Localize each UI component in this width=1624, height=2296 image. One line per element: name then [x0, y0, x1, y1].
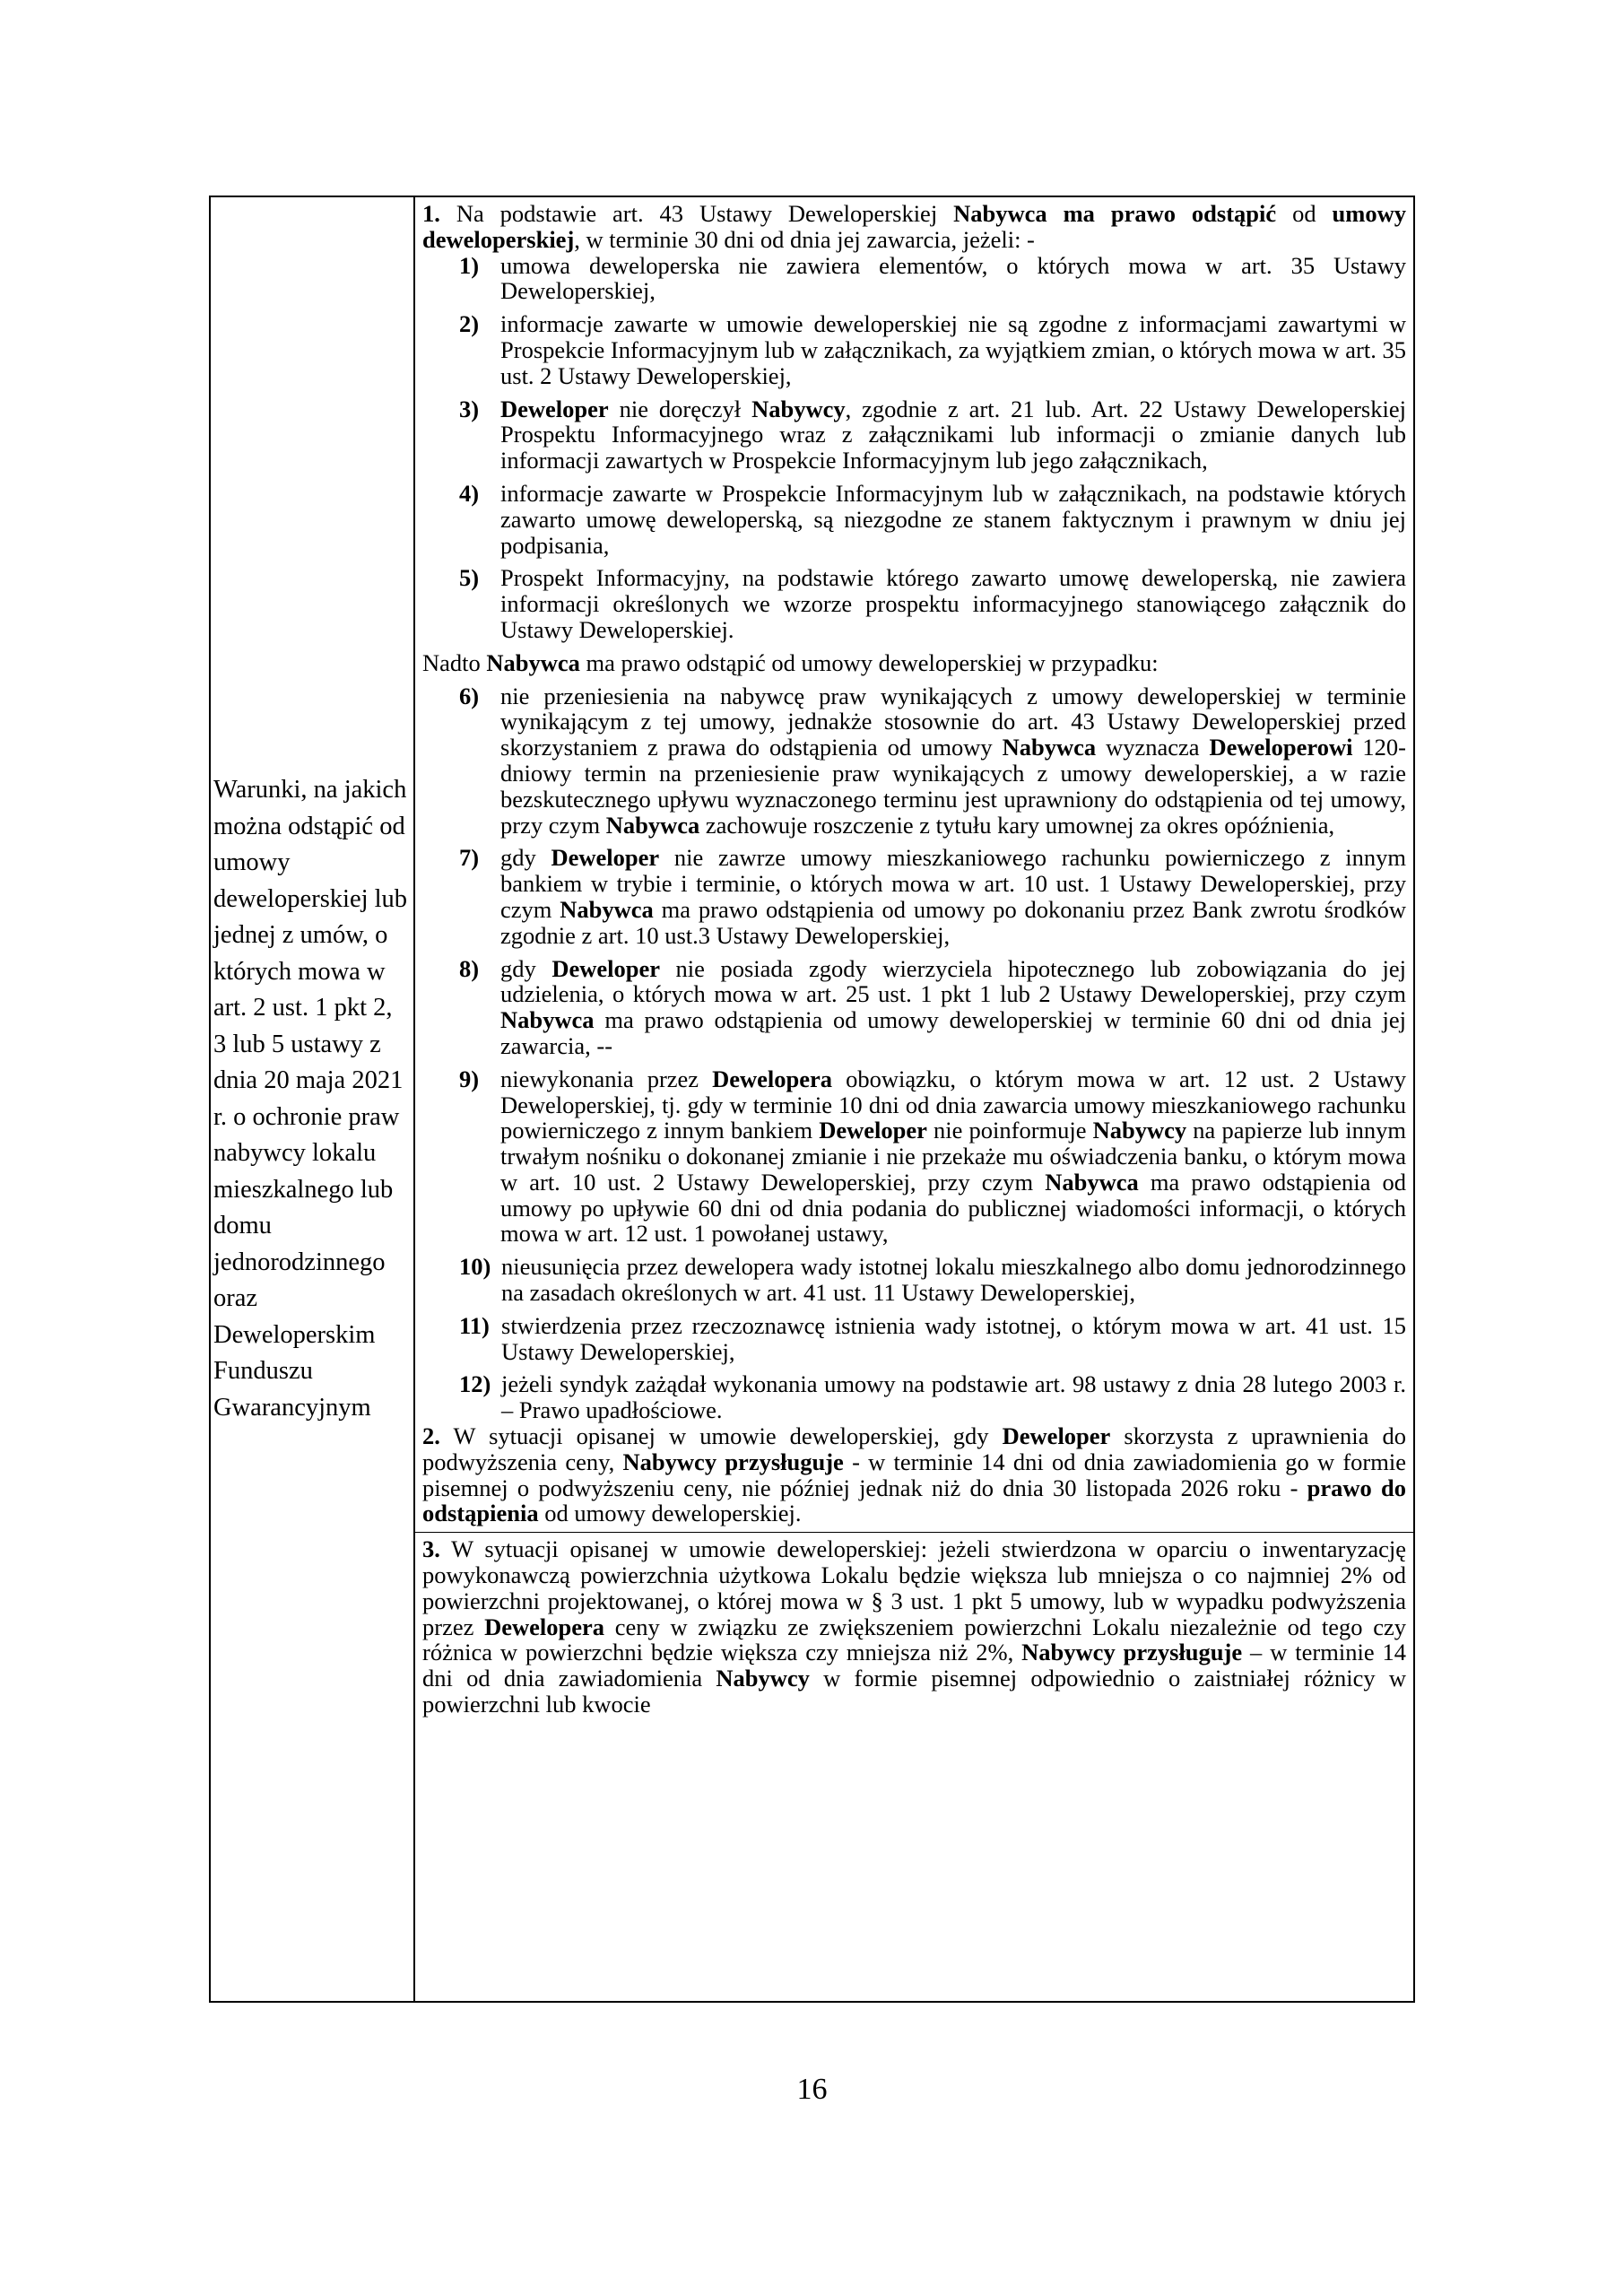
list-item: 10) nieusunięcia przez dewelopera wady istotnej lokalu mieszkalnego albo domu jednorodzinnego na zasadach określonych w art. 41 ust. 11 Ustawy Deweloperskiej,: [459, 1253, 1406, 1307]
list-item: 12) jeżeli syndyk zażądał wykonania umowy na podstawie art. 98 ustawy z dnia 28 lutego 2003 r. – Prawo upadłościowe.: [459, 1370, 1406, 1424]
list-item: 1) umowa deweloperska nie zawiera elementów, o których mowa w art. 35 Ustawy Deweloperskiej,: [459, 251, 1406, 305]
nadto-paragraph: Nadto Nabywca ma prawo odstąpić od umowy deweloperskiej w przypadku:: [422, 648, 1159, 676]
list-item: 7) gdy Deweloper nie zawrze umowy mieszkaniowego rachunku powierniczego z innym bankiem w trybie i terminie, o których mowa w art. 10 ust. 1 Ustawy Deweloperskiej, przy czym Nabywca ma prawo odstąpienia od umowy po dokonaniu przez Bank zwrotu środków zgodnie z art. 10 ust.3 Ustawy Deweloperskiej,: [459, 844, 1407, 949]
list-item: 8) gdy Deweloper nie posiada zgody wierzyciela hipotecznego lub zobowiązania do jej udzielenia, o których mowa w art. 25 ust. 1 pkt 1 lub 2 Ustawy Deweloperskiej, przy czym Nabywca ma prawo odstąpienia od umowy deweloperskiej w terminie 60 dni od dnia jej zawarcia, --: [459, 954, 1406, 1059]
list-item: 2) informacje zawarte w umowie deweloperskiej nie są zgodne z informacjami zawartymi w Prospekcie Informacyjnym lub w załącznikach, za wyjątkiem zmian, o których mowa w art. 35 ust. 2 Ustawy Deweloperskiej,: [459, 310, 1406, 389]
left-cell: [211, 197, 415, 2001]
list-item: 11) stwierdzenia przez rzeczoznawcę istnienia wady istotnej, o którym mowa w art. 41 ust. 15 Ustawy Deweloperskiej,: [459, 1311, 1406, 1365]
list-item: 9) niewykonania przez Dewelopera obowiązku, o którym mowa w art. 12 ust. 2 Ustawy Deweloperskiej, tj. gdy w terminie 10 dni od dnia zawarcia umowy mieszkaniowego rachunku powierniczego z innym bankiem Deweloper nie poinformuje Nabywcy na papierze lub innym trwałym nośniku o dokonanej zmianie i nie przekaże mu oświadczenia banku, o którym mowa w art. 10 ust. 2 Ustawy Deweloperskiej, przy czym Nabywca ma prawo odstąpienia od umowy po upływie 60 dni od dnia podania do publicznej wiadomości informacji, o których mowa w art. 12 ust. 1 powołanej ustawy,: [459, 1065, 1407, 1248]
list-c: [422, 1254, 1406, 1423]
list-a: [422, 253, 1406, 643]
list-item: 4) informacje zawarte w Prospekcie Informacyjnym lub w załącznikach, na podstawie których zawarto umowę deweloperską, są niezgodne ze stanem faktycznym i prawnym w dniu jej podpisania,: [459, 479, 1406, 559]
list-b: [422, 683, 1406, 1248]
list-item: 3) Deweloper nie doręczył Nabywcy, zgodnie z art. 21 lub. Art. 22 Ustawy Deweloperskiej Prospektu Informacyjnego wraz z załącznikami lub informacji o zmianie danych lub informacji zawartych w Prospekcie Informacyjnym lub jego załącznikach,: [459, 395, 1406, 474]
right-cell: [415, 197, 1413, 2001]
list-item: 6) nie przeniesienia na nabywcę praw wynikających z umowy deweloperskiej w terminie wynikającym z tej umowy, jednakże stosownie do art. 43 Ustawy Deweloperskiej przed skorzystaniem z prawa do odstąpienia od umowy Nabywca wyznacza Deweloperowi 120-dniowy termin na przeniesienie praw wynikających z umowy deweloperskiej, a w razie bezskutecznego upływu wyznaczonego terminu jest uprawniony do odstąpienia od tej umowy, przy czym Nabywca zachowuje roszczenie z tytułu kary umownej za okres opóźnienia,: [459, 682, 1406, 839]
section-3: 3. W sytuacji opisanej w umowie deweloperskiej: jeżeli stwierdzona w oparciu o inwentaryzację powykonawczą powierzchnia użytkowa Lokalu będzie większa lub mniejsza o co najmniej 2% od powierzchni projektowanej, o której mowa w § 3 ust. 1 pkt 5 umowy, lub w wypadku podwyższenia przez Dewelopera ceny w związku ze zwiększeniem powierzchni Lokalu niezależnie od tego czy różnica w powierzchni będzie większa czy mniejsza niż 2%, Nabywcy przysługuje – w terminie 14 dni od dnia zawiadomienia Nabywcy w formie pisemnej odpowiednio o zaistniałej różnicy w powierzchni lub kwocie: [422, 1535, 1406, 1718]
section-3-block: [415, 1532, 1413, 1718]
page-number: 16: [796, 2073, 828, 2106]
left-cell-text: Warunki, na jakich można odstąpić od umowy deweloperskiej lub jednej z umów, o których mowa w art. 2 ust. 1 pkt 2, 3 lub 5 ustawy z dnia 20 maja 2021 r. o ochronie praw nabywcy lokalu mieszkalnego lub domu jednorodzinnego oraz Deweloperskim Funduszu Gwarancyjnym: [213, 776, 408, 1422]
section-2: 2. W sytuacji opisanej w umowie deweloperskiej, gdy Deweloper skorzysta z uprawnienia do podwyższenia ceny, Nabywcy przysługuje - w terminie 14 dni od dnia zawiadomienia go w formie pisemnej o podwyższeniu ceny, nie później jednak niż do dnia 30 listopada 2026 roku - prawo do odstąpienia od umowy deweloperskiej.: [422, 1422, 1406, 1527]
list-item: 5) Prospekt Informacyjny, na podstawie którego zawarto umowę deweloperską, nie zawiera informacji określonych we wzorze prospektu informacyjnego stanowiącego załącznik do Ustawy Deweloperskiej.: [459, 564, 1406, 643]
content-table: [209, 196, 1415, 2003]
section-1-intro: 1. Na podstawie art. 43 Ustawy Deweloperskiej Nabywca ma prawo odstąpić od umowy deweloperskiej, w terminie 30 dni od dnia jej zawarcia, jeżeli: -: [422, 200, 1406, 253]
